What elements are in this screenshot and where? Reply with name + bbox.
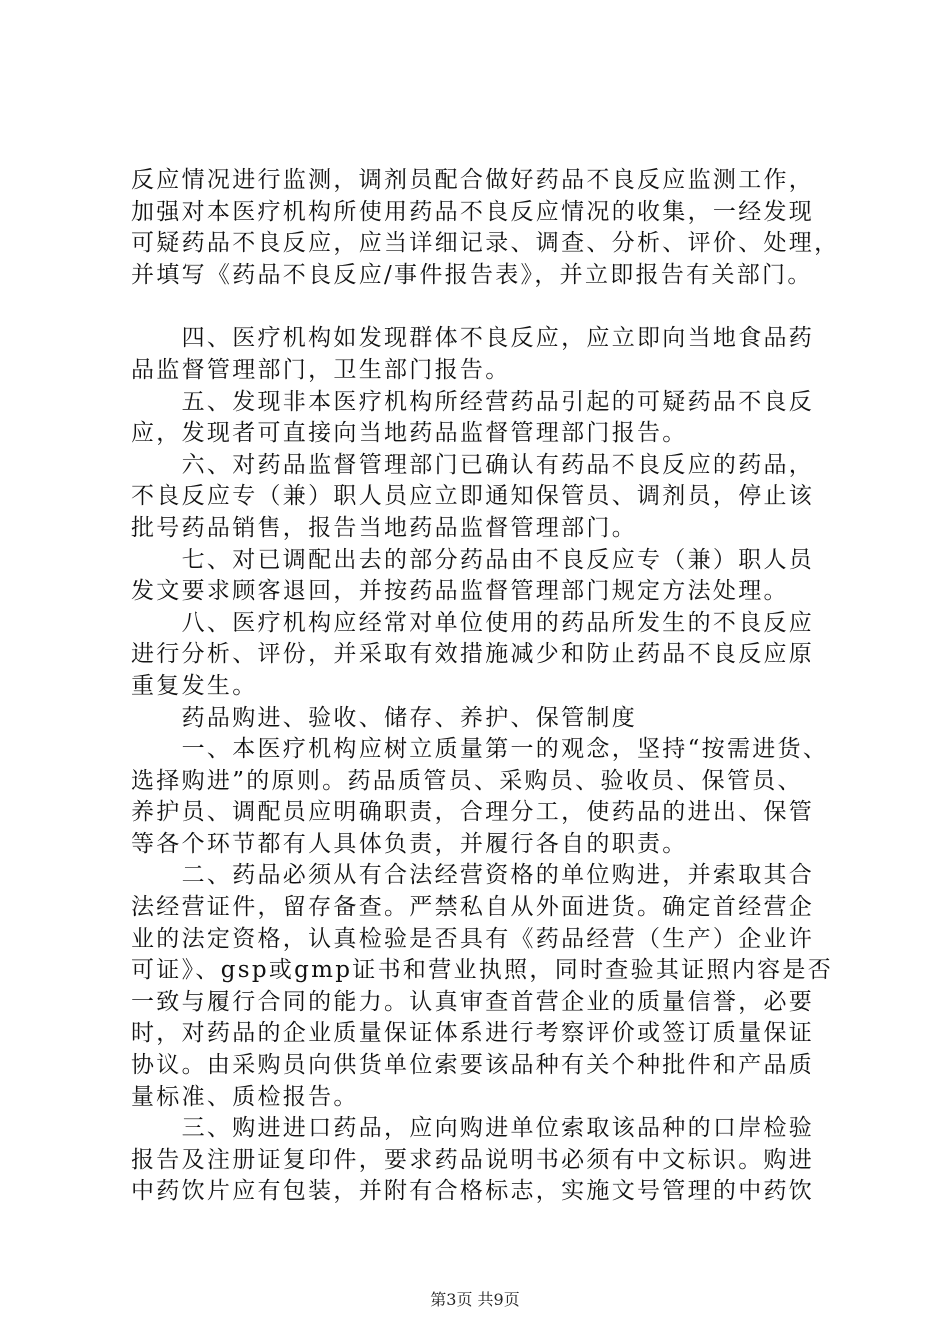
text-line: 进行分析、评份，并采取有效措施减少和防止药品不良反应原 [131,641,815,668]
text-line: 批号药品销售，报告当地药品监督管理部门。 [131,514,637,541]
text-line: 选择购进”的原则。药品质管员、采购员、验收员、保管员、 [131,767,803,794]
text-line: 重复发生。 [131,672,258,699]
text-line: 法经营证件，留存备查。严禁私自从外面进货。确定首经营企 [131,894,815,921]
text-line: 反应情况进行监测，调剂员配合做好药品不良反应监测工作， [131,167,815,193]
text-line: 量标准、质检报告。 [131,1083,359,1110]
text-line: 五、发现非本医疗机构所经营药品引起的可疑药品不良反 [131,388,815,415]
text-line: 中药饮片应有包装，并附有合格标志，实施文号管理的中药饮 [131,1178,815,1205]
text-line: 并填写《药品不良反应/事件报告表》，并立即报告有关部门。 [131,261,813,288]
text-line: 应，发现者可直接向当地药品监督管理部门报告。 [131,420,688,447]
section-heading: 药品购进、验收、储存、养护、保管制度 [131,704,637,731]
text-line: 养护员、调配员应明确职责，合理分工，使药品的进出、保管 [131,799,815,826]
text-line: 四、医疗机构如发现群体不良反应，应立即向当地食品药 [131,325,815,352]
text-line: 二、药品必须从有合法经营资格的单位购进，并索取其合 [131,862,815,889]
text-line: 八、医疗机构应经常对单位使用的药品所发生的不良反应 [131,609,815,636]
text-line: 一、本医疗机构应树立质量第一的观念，坚持“按需进货、 [131,736,829,763]
text-line: 六、对药品监督管理部门已确认有药品不良反应的药品， [131,451,815,478]
text-line: 发文要求顾客退回，并按药品监督管理部门规定方法处理。 [131,578,789,605]
text-line: 品监督管理部门，卫生部门报告。 [131,356,511,383]
text-line: 可证》、gsp或gmp证书和营业执照，同时查验其证照内容是否 [131,957,834,984]
text-line: 一致与履行合同的能力。认真审查首营企业的质量信誉，必要 [131,988,815,1015]
text-line: 时，对药品的企业质量保证体系进行考察评价或签订质量保证 [131,1020,815,1047]
text-line: 不良反应专（兼）职人员应立即通知保管员、调剂员，停止该 [131,483,815,510]
text-line: 七、对已调配出去的部分药品由不良反应专（兼）职人员 [131,546,815,573]
document-body [131,165,840,1208]
text-line: 等各个环节都有人具体负责，并履行各自的职责。 [131,830,688,857]
text-line: 业的法定资格，认真检验是否具有《药品经营（生产）企业许 [131,925,815,952]
page-number-footer: 第3页 共9页 [430,1290,520,1309]
text-line: 协议。由采购员向供货单位索要该品种有关个种批件和产品质 [131,1052,815,1079]
text-line: 加强对本医疗机构所使用药品不良反应情况的收集，一经发现 [131,198,815,225]
text-line: 报告及注册证复印件，要求药品说明书必须有中文标识。购进 [131,1146,815,1173]
text-line: 三、购进进口药品，应向购进单位索取该品种的口岸检验 [131,1115,815,1142]
text-line: 可疑药品不良反应，应当详细记录、调查、分析、评价、处理， [131,230,840,257]
